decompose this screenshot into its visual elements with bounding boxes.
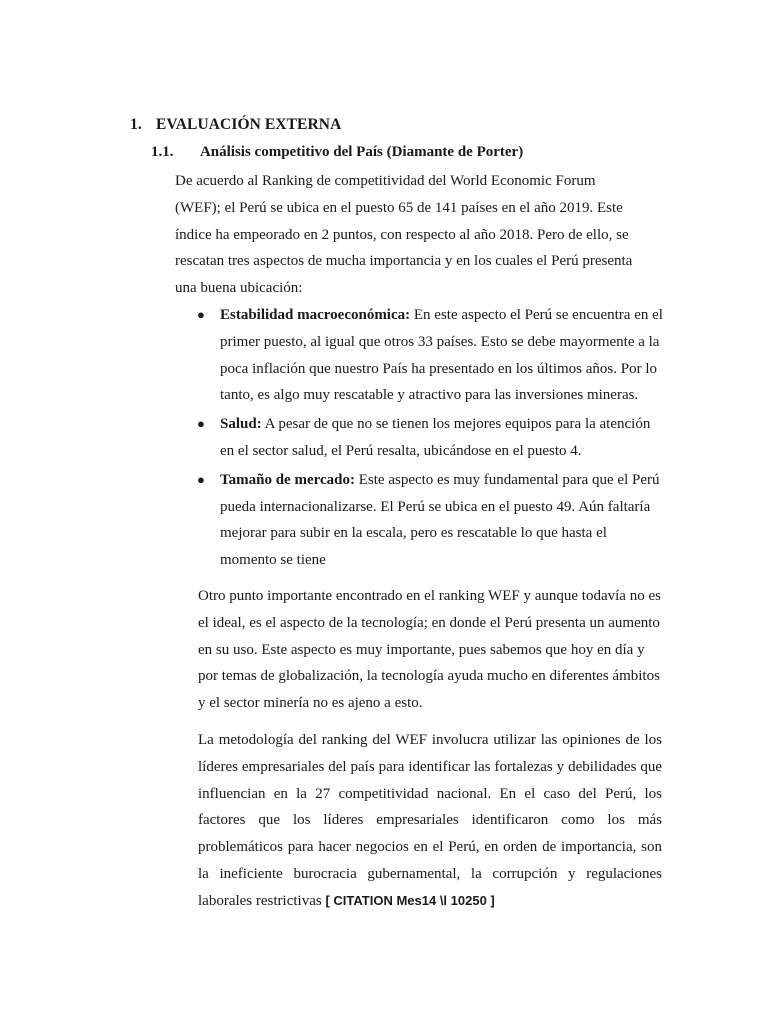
section-number: 1. bbox=[130, 116, 142, 133]
bullet-icon: ● bbox=[197, 307, 205, 322]
bullet-list bbox=[196, 302, 666, 576]
technology-paragraph: Otro punto importante encontrado en el ranking WEF y aunque todavía no es el ideal, es el aspecto de la tecnología; en donde el Perú presenta un aumento en su uso. Este aspecto es muy importante, pues sabemos que hoy en día y por temas de globalización, la tecnología ayuda mucho en diferentes ámbitos y el sector minería no es ajeno a esto. bbox=[198, 588, 661, 712]
list-item bbox=[196, 302, 666, 409]
methodology-paragraph bbox=[198, 727, 662, 915]
section-heading bbox=[130, 116, 341, 134]
subsection-heading bbox=[151, 144, 523, 161]
section-title: EVALUACIÓN EXTERNA bbox=[155, 116, 342, 133]
citation-field[interactable]: [ CITATION Mes14 \l 10250 ] bbox=[325, 892, 495, 908]
intro-paragraph: De acuerdo al Ranking de competitividad del World Economic Forum (WEF); el Perú se ubica en el puesto 65 de 141 países en el año 2019. Este índice ha empeorado en 2 puntos, con respecto al año 2018. Pero de ello, se rescatan tres aspectos de mucha importancia y en los cuales el Perú presenta una buena ubicación: bbox=[175, 173, 633, 297]
bullet-text: Este aspecto es muy fundamental para que el Perú pueda internacionalizarse. El Perú se ubica en el puesto 49. Aún faltaría mejorar para subir en la escala, pero es rescatable lo que hasta el momento se tiene bbox=[220, 471, 660, 569]
bullet-text: A pesar de que no se tienen los mejores equipos para la atención en el sector salud, el Perú resalta, ubicándose en el puesto 4. bbox=[220, 416, 651, 459]
subsection-number: 1.1. bbox=[151, 144, 174, 160]
bullet-term: Estabilidad macroeconómica: bbox=[220, 307, 411, 323]
bullet-term: Tamaño de mercado: bbox=[220, 471, 355, 488]
bullet-icon: ● bbox=[197, 471, 205, 487]
bullet-term: Salud: bbox=[220, 416, 262, 433]
subsection-title: Análisis competitivo del País (Diamante de Porter) bbox=[199, 144, 524, 160]
list-item bbox=[196, 411, 666, 465]
bullet-text: En este aspecto el Perú se encuentra en el primer puesto, al igual que otros 33 países. Esto se debe mayormente a la poca inflación que nuestro País ha presentado en los últimos años. Por lo tanto, es algo muy rescatable y atractivo para las inversiones mineras. bbox=[220, 307, 663, 404]
bullet-icon: ● bbox=[197, 416, 205, 432]
list-item bbox=[196, 467, 666, 574]
methodology-text: La metodología del ranking del WEF involucra utilizar las opiniones de los líderes empresariales del país para identificar las fortalezas y debilidades que influencian en la 27 competitividad nacional. En el caso del Perú, los factores que los líderes empresariales identificaron como los más problemáticos para hacer negocios en el Perú, en orden de importancia, son la ineficiente burocracia gubernamental, la corrupción y regulaciones laborales restrictivas bbox=[198, 732, 662, 909]
